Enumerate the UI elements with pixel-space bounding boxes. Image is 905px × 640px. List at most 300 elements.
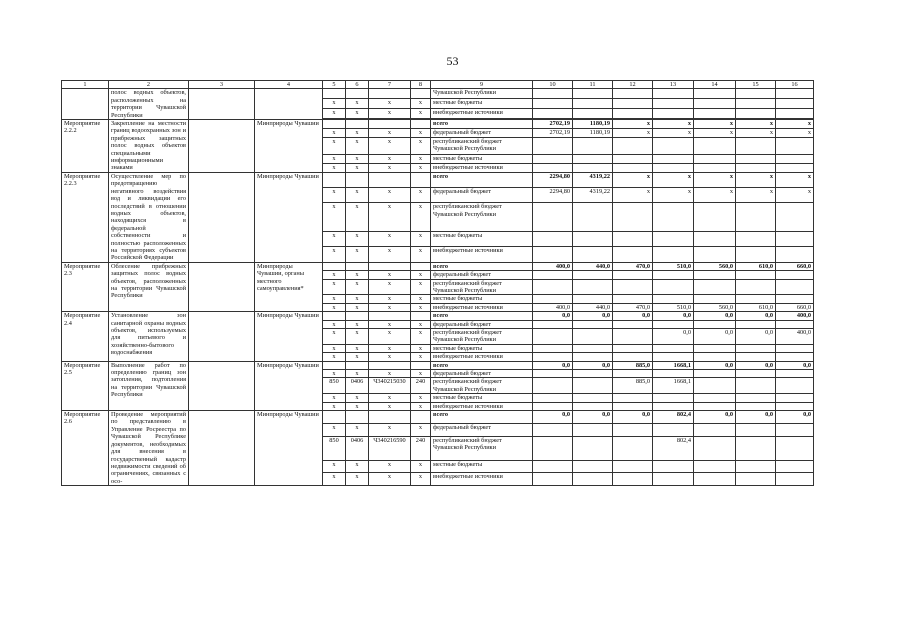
year-value [736,279,776,295]
year-value: 0,0 [613,312,653,320]
column-header: 2 [109,81,189,89]
funding-source: республиканский бюджет Чувашской Республики [431,436,533,460]
column-header: 4 [255,81,323,89]
code-section [346,312,369,320]
code-grbs: 850 [323,378,346,394]
table-row [62,312,814,320]
event-description: полос водных объектов, расположенных на территории Чувашской Республики [109,89,189,120]
code-expense-group: 240 [411,378,431,394]
year-value [573,344,613,352]
year-value [736,247,776,262]
code-expense-group: х [411,295,431,303]
funding-source: федеральный бюджет [431,271,533,279]
year-value [573,138,613,155]
year-value [613,295,653,303]
year-value [776,460,814,473]
code-expense-group: х [411,154,431,163]
year-value: 0,0 [533,361,573,369]
responsible-executor: Минприроды Чувашии [255,361,323,410]
funding-source: всего [431,172,533,187]
year-value [653,473,694,486]
year-value: 0,0 [776,361,814,369]
year-value: 510,0 [653,262,694,270]
year-value: 0,0 [736,411,776,424]
year-value: 0,0 [653,312,694,320]
year-value: 0,0 [694,312,736,320]
year-value [533,423,573,436]
funding-source: республиканский бюджет Чувашской Республики [431,279,533,295]
code-target-article: х [369,129,411,138]
year-value [776,271,814,279]
year-value [694,99,736,109]
year-value [653,402,694,410]
code-target-article: х [369,271,411,279]
code-grbs: х [323,203,346,232]
year-value: 0,0 [613,411,653,424]
code-section: х [346,109,369,119]
year-value [613,163,653,172]
table-row [62,262,814,270]
year-value [694,394,736,402]
year-value [573,271,613,279]
year-value [653,99,694,109]
code-expense-group [411,361,431,369]
year-value: х [613,188,653,203]
year-value [573,89,613,99]
year-value: 885,0 [613,361,653,369]
code-grbs [323,172,346,187]
year-value [736,402,776,410]
code-section: х [346,303,369,311]
year-value: 0,0 [533,312,573,320]
year-value [573,295,613,303]
year-value [613,232,653,247]
code-expense-group [411,120,431,129]
year-value: 2294,80 [533,172,573,187]
year-value [776,232,814,247]
year-value [776,353,814,361]
code-target-article: х [369,232,411,247]
code-section: х [346,295,369,303]
year-value: 1668,1 [653,378,694,394]
year-value [533,353,573,361]
year-value: 0,0 [573,312,613,320]
year-value [776,203,814,232]
year-value [533,203,573,232]
code-grbs: х [323,320,346,328]
code-grbs: х [323,109,346,119]
column-header: 7 [369,81,411,89]
code-section: х [346,232,369,247]
code-expense-group [411,89,431,99]
year-value [533,378,573,394]
year-value [613,473,653,486]
code-target-article [369,312,411,320]
code-target-article: х [369,344,411,352]
code-section: 0406 [346,436,369,460]
code-grbs: х [323,232,346,247]
year-value [533,271,573,279]
year-value [573,370,613,378]
code-target-article: х [369,99,411,109]
year-value [694,473,736,486]
year-value [613,353,653,361]
year-value: 560,0 [694,262,736,270]
year-value [533,344,573,352]
event-description: Установление зон санитарной охраны водных объектов, используемых для питьевого и хозяйственно-бытового водоснабжения [109,312,189,361]
year-value [694,423,736,436]
goal-cell [189,89,255,120]
year-value: 660,0 [776,262,814,270]
year-value [533,89,573,99]
code-grbs: х [323,394,346,402]
year-value: 470,0 [613,303,653,311]
code-target-article: х [369,163,411,172]
year-value [776,344,814,352]
year-value: 610,0 [736,262,776,270]
code-expense-group: х [411,394,431,402]
year-value [613,203,653,232]
funding-source: федеральный бюджет [431,320,533,328]
year-value [694,402,736,410]
code-grbs: х [323,353,346,361]
year-value [653,394,694,402]
year-value [573,109,613,119]
year-value: 802,4 [653,436,694,460]
year-value [776,378,814,394]
code-section: 0406 [346,378,369,394]
code-target-article: х [369,303,411,311]
year-value [533,279,573,295]
year-value [736,109,776,119]
code-grbs: х [323,99,346,109]
code-expense-group: х [411,271,431,279]
code-expense-group: х [411,232,431,247]
code-grbs [323,411,346,424]
year-value [533,138,573,155]
year-value [573,402,613,410]
code-section: х [346,271,369,279]
year-value [573,247,613,262]
funding-source: местные бюджеты [431,460,533,473]
year-value: 0,0 [694,329,736,345]
year-value: 400,0 [533,262,573,270]
year-value: 4319,22 [573,172,613,187]
code-target-article: х [369,460,411,473]
code-expense-group: х [411,188,431,203]
year-value [776,320,814,328]
code-section [346,411,369,424]
year-value [533,394,573,402]
year-value: 400,0 [533,303,573,311]
year-value: х [613,129,653,138]
funding-source: республиканский бюджет Чувашской Республики [431,203,533,232]
year-value: 1180,19 [573,129,613,138]
goal-cell [189,120,255,173]
year-value: х [653,129,694,138]
year-value [613,344,653,352]
code-expense-group: х [411,329,431,345]
code-expense-group: х [411,247,431,262]
year-value [776,109,814,119]
year-value [653,271,694,279]
year-value [776,154,814,163]
year-value [613,329,653,345]
code-grbs: х [323,138,346,155]
year-value: 440,0 [573,262,613,270]
year-value [736,203,776,232]
goal-cell [189,361,255,410]
year-value [573,423,613,436]
code-target-article: х [369,203,411,232]
year-value [573,320,613,328]
year-value [694,370,736,378]
code-grbs: 850 [323,436,346,460]
event-number: Мероприятие 2.5 [62,361,109,410]
year-value: х [653,172,694,187]
code-target-article: х [369,423,411,436]
table-row [62,361,814,369]
year-value [573,378,613,394]
year-value: 885,0 [613,378,653,394]
code-expense-group: х [411,129,431,138]
year-value [736,320,776,328]
code-grbs: х [323,188,346,203]
funding-source: местные бюджеты [431,99,533,109]
year-value [736,138,776,155]
code-grbs [323,312,346,320]
year-value: 802,4 [653,411,694,424]
year-value: 2702,19 [533,120,573,129]
year-value [776,89,814,99]
responsible-executor: Минприроды Чувашии [255,120,323,173]
year-value [653,320,694,328]
year-value [533,99,573,109]
year-value [653,232,694,247]
year-value [533,295,573,303]
year-value [573,394,613,402]
table-row [62,172,814,187]
year-value [694,295,736,303]
responsible-executor: Минприроды Чувашии, органы местного самоуправления* [255,262,323,311]
column-header: 10 [533,81,573,89]
funding-source: всего [431,411,533,424]
event-description: Выполнение работ по определению границ зон затопления, подтопления на территории Чувашской Республики [109,361,189,410]
column-header: 5 [323,81,346,89]
year-value: 2702,19 [533,129,573,138]
year-value: х [776,120,814,129]
code-section [346,361,369,369]
code-section: х [346,402,369,410]
year-value [694,154,736,163]
year-value: 0,0 [736,361,776,369]
column-header: 8 [411,81,431,89]
year-value [694,138,736,155]
code-target-article: х [369,279,411,295]
year-value [613,394,653,402]
year-value: 510,0 [653,303,694,311]
year-value [694,271,736,279]
funding-source: местные бюджеты [431,394,533,402]
code-expense-group: х [411,203,431,232]
code-grbs: х [323,423,346,436]
year-value [776,99,814,109]
year-value [653,279,694,295]
code-section [346,172,369,187]
year-value: х [736,188,776,203]
code-expense-group: х [411,99,431,109]
header-row [62,81,814,89]
funding-source: внебюджетные источники [431,303,533,311]
year-value [573,232,613,247]
code-expense-group [411,262,431,270]
funding-source: республиканский бюджет Чувашской Республики [431,378,533,394]
year-value: 440,0 [573,303,613,311]
code-grbs [323,262,346,270]
year-value [736,436,776,460]
funding-source: внебюджетные источники [431,109,533,119]
funding-source: местные бюджеты [431,344,533,352]
code-section: х [346,473,369,486]
code-section [346,120,369,129]
code-grbs: х [323,247,346,262]
year-value [776,402,814,410]
code-expense-group: х [411,163,431,172]
year-value [533,232,573,247]
code-grbs [323,89,346,99]
year-value: х [776,129,814,138]
year-value [613,109,653,119]
year-value [736,232,776,247]
year-value [736,353,776,361]
event-number: Мероприятие 2.2.2 [62,120,109,173]
code-section: х [346,138,369,155]
code-section: х [346,329,369,345]
funding-source: всего [431,262,533,270]
code-target-article [369,411,411,424]
year-value [573,163,613,172]
code-grbs: х [323,402,346,410]
year-value [653,203,694,232]
code-target-article: Ч340215030 [369,378,411,394]
event-description: Проведение мероприятий по представлению в Управление Росреестра по Чувашской Республике документов, необходимых для внесения в государственный кадастр недвижимости сведений об ограничениях, связанных с осо- [109,411,189,486]
code-target-article [369,262,411,270]
year-value: х [613,120,653,129]
code-grbs: х [323,473,346,486]
year-value [736,378,776,394]
year-value [694,247,736,262]
year-value [533,370,573,378]
year-value [653,89,694,99]
year-value: х [653,120,694,129]
year-value [736,460,776,473]
funding-source: внебюджетные источники [431,353,533,361]
funding-source: федеральный бюджет [431,129,533,138]
year-value: 0,0 [736,312,776,320]
year-value [776,436,814,460]
code-expense-group: 240 [411,436,431,460]
funding-source: всего [431,361,533,369]
funding-source: Чувашской Республики [431,89,533,99]
code-target-article: х [369,320,411,328]
responsible-executor [255,89,323,120]
code-target-article [369,361,411,369]
code-target-article: х [369,329,411,345]
column-header: 3 [189,81,255,89]
year-value [613,247,653,262]
code-grbs: х [323,271,346,279]
code-expense-group: х [411,402,431,410]
year-value [533,436,573,460]
code-section: х [346,247,369,262]
funding-source: республиканский бюджет Чувашской Республики [431,329,533,345]
year-value [613,271,653,279]
column-header: 15 [736,81,776,89]
year-value [776,247,814,262]
code-target-article: х [369,402,411,410]
funding-source: федеральный бюджет [431,423,533,436]
code-section: х [346,370,369,378]
code-section: х [346,203,369,232]
code-expense-group: х [411,353,431,361]
funding-source: внебюджетные источники [431,163,533,172]
funding-source: внебюджетные источники [431,247,533,262]
year-value [736,473,776,486]
year-value [776,295,814,303]
code-target-article: Ч340216590 [369,436,411,460]
code-target-article: х [369,473,411,486]
funding-source: внебюджетные источники [431,402,533,410]
year-value [694,344,736,352]
code-grbs [323,120,346,129]
year-value [694,320,736,328]
year-value: х [613,172,653,187]
year-value [736,295,776,303]
year-value: х [694,120,736,129]
year-value: х [736,120,776,129]
year-value [613,436,653,460]
year-value [694,378,736,394]
year-value [694,163,736,172]
code-section: х [346,163,369,172]
year-value [776,163,814,172]
year-value [653,423,694,436]
year-value [653,295,694,303]
code-expense-group [411,312,431,320]
year-value [776,394,814,402]
funding-source: местные бюджеты [431,154,533,163]
event-description: Закрепление на местности границ водоохранных зон и прибрежных защитных полос водных объектов специальными информационными знаками [109,120,189,173]
event-number: Мероприятие 2.3 [62,262,109,311]
responsible-executor: Минприроды Чувашии [255,172,323,262]
year-value [613,99,653,109]
event-number [62,89,109,120]
year-value: 400,0 [776,312,814,320]
code-target-article: х [369,188,411,203]
goal-cell [189,312,255,361]
year-value [533,154,573,163]
page-number: 53 [446,54,459,68]
column-header: 1 [62,81,109,89]
year-value [573,353,613,361]
year-value [573,99,613,109]
column-header: 14 [694,81,736,89]
year-value: 1180,19 [573,120,613,129]
year-value [776,279,814,295]
code-section: х [346,394,369,402]
code-section: х [346,279,369,295]
year-value [694,436,736,460]
